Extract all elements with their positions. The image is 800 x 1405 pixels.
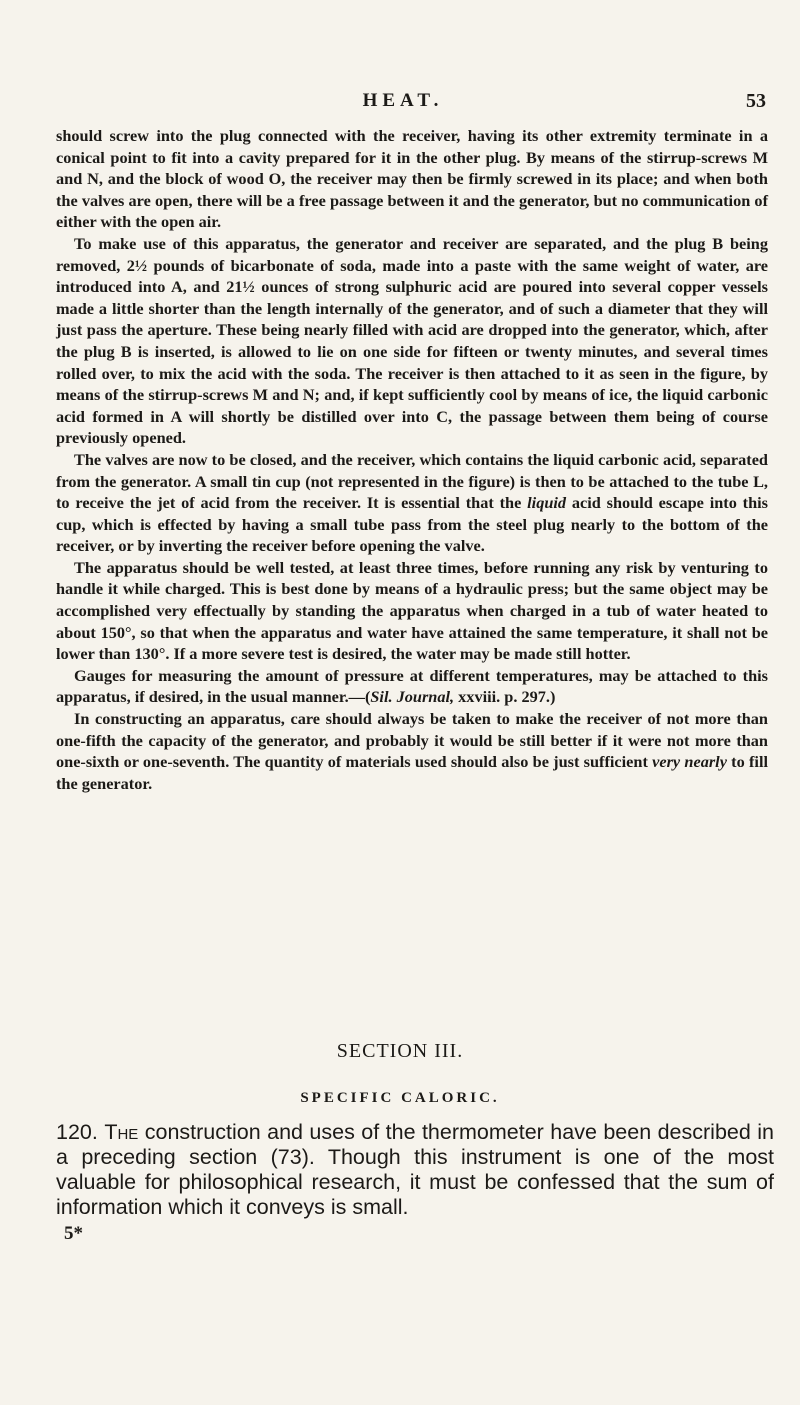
paragraph-6: [56, 708, 768, 794]
paragraph-5: [56, 665, 768, 708]
section-title: SECTION III.: [336, 1040, 464, 1062]
paragraph-3: [56, 449, 768, 557]
signature-mark: 5*: [64, 1223, 83, 1244]
running-head-title: HEAT.: [362, 90, 444, 111]
paragraph-3-italic: liquid: [527, 493, 567, 513]
paragraph-120-text: construction and uses of the thermometer have been described in a preceding section (73). Though this instrument is one of the most valuable for philosophical research, it must be confessed that the sum of information which it conveys is small.: [56, 1120, 774, 1219]
body-text: [56, 125, 768, 794]
paragraph-6-text-b: to fill the generator.: [56, 752, 768, 793]
paragraph-6-italic: very nearly: [652, 752, 727, 772]
paragraph-5-text-b: xxviii. p. 297.): [454, 687, 556, 707]
paragraph-4: The apparatus should be well tested, at least three times, before running any risk by venturing to handle it while charged. This is best done by means of a hydraulic press; but the same object may be accomplished very effectually by standing the apparatus when charged in a tub of water heated to about 150°, so that when the apparatus and water have attained the same temperature, it shall not be lower than 130°. If a more severe test is desired, the water may be made still hotter.: [56, 557, 768, 664]
paragraph-2: To make use of this apparatus, the generator and receiver are separated, and the plug B being removed, 2½ pounds of bicarbonate of soda, made into a paste with the same weight of water, are introduced into A, and 21½ ounces of strong sulphuric acid are poured into several copper vessels made a little shorter than the length internally of the generator, and of such a diameter that they will just pass the aperture. These being nearly filled with acid are dropped into the generator, which, after the plug B is inserted, is allowed to lie on one side for fifteen or twenty minutes, and several times rolled over, to mix the acid with the soda. The receiver is then attached to it as seen in the figure, by means of the stirrup-screws M and N; and, if kept sufficiently cool by means of ice, the liquid carbonic acid formed in A will shortly be distilled over into C, the passage between them being of course previously opened.: [56, 233, 768, 448]
paragraph-120: [56, 1120, 774, 1220]
paragraph-6-text-a: In constructing an apparatus, care should always be taken to make the receiver of not more than one-fifth the capacity of the generator, and probably it would be still better if it were not more than one-sixth or one-seventh. The quantity of materials used should also be just sufficient: [56, 709, 768, 772]
paragraph-5-text-a: Gauges for measuring the amount of pressure at different temperatures, may be attached to this apparatus, if desired, in the usual manner.—(: [56, 665, 768, 707]
paragraph-3-text-b: acid should escape into this cup, which is effected by having a small tube pass from the steel plug nearly to the bottom of the receiver, or by inverting the receiver before opening the valve.: [56, 493, 768, 556]
paragraph-number: 120.: [56, 1120, 98, 1144]
running-head: [40, 90, 766, 114]
paragraph-lead-word: The: [104, 1120, 139, 1144]
paragraph-3-text-a: The valves are now to be closed, and the receiver, which contains the liquid carbonic acid, separated from the generator. A small tin cup (not represented in the figure) is then to be attached to the tube L, to receive the jet of acid from the receiver. It is essential that the: [56, 449, 768, 513]
page-number: 53: [746, 90, 766, 112]
paragraph-1: should screw into the plug connected with the receiver, having its other extremity terminate in a conical point to fit into a cavity prepared for it in the other plug. By means of the stirrup-screws M and N, and the block of wood O, the receiver may then be firmly screwed in its place; and when both the valves are open, there will be a free passage between it and the generator, but no communication of either with the open air.: [56, 126, 768, 232]
section-subtitle: SPECIFIC CALORIC.: [300, 1090, 500, 1106]
journal-citation: Sil. Journal,: [370, 687, 455, 707]
